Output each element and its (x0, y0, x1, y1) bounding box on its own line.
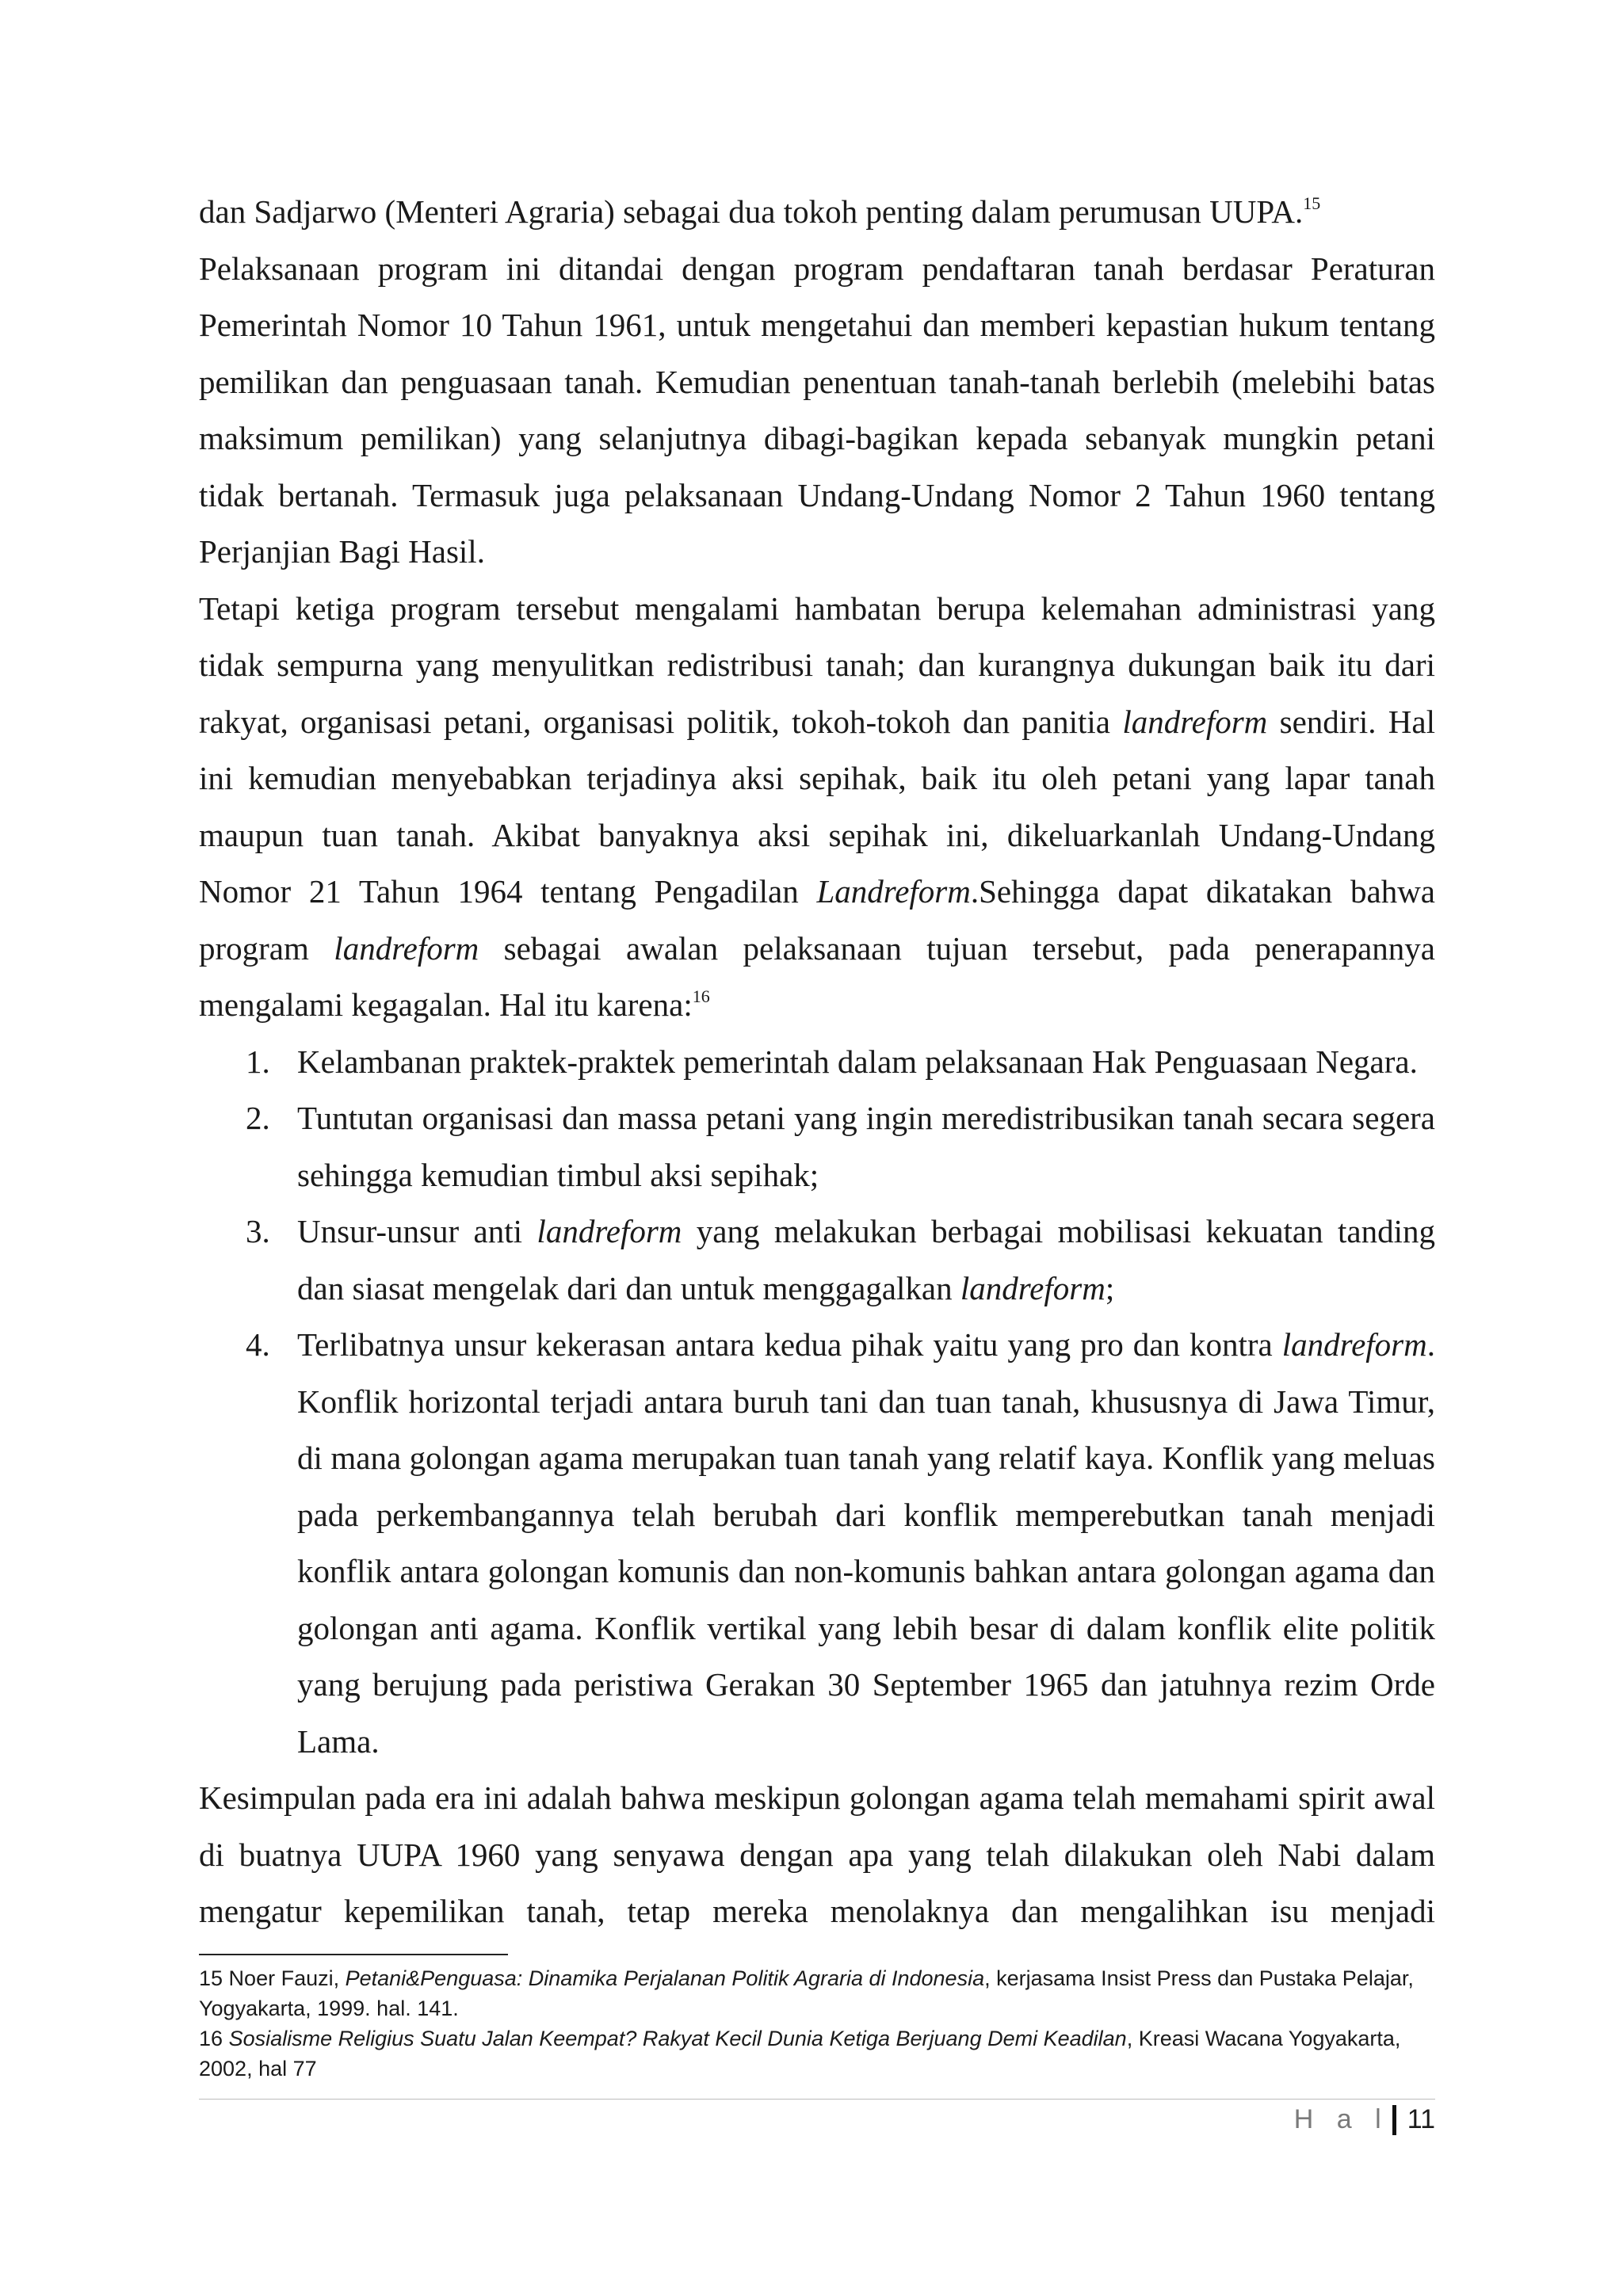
footer-divider (199, 2099, 1435, 2100)
footnote-16: 16 Sosialisme Religius Suatu Jalan Keempat? Rakyat Kecil Dunia Ketiga Berjuang Demi Keadilan, Kreasi Wacana Yogyakarta, 2002, hal 77 (199, 2027, 1401, 2081)
page-separator (1392, 2105, 1396, 2135)
footnote-divider (199, 1954, 508, 1955)
page-footer (1294, 2104, 1435, 2135)
paragraph-4: Kesimpulan pada era ini adalah bahwa meskipun golongan agama telah memahami spirit awal di buatnya UUPA 1960 yang senyawa dengan apa yang telah dilakukan oleh Nabi dalam mengatur kepemilikan tanah, tetap mereka menolaknya dan mengalihkan isu menjadi (199, 1779, 1435, 1929)
paragraph-3: Tetapi ketiga program tersebut mengalami hambatan berupa kelemahan administrasi yang tidak sempurna yang menyulitkan redistribusi tanah; dan kurangnya dukungan baik itu dari rakyat, organisasi petani, organisasi politik, tokoh-tokoh dan panitia landreform sendiri. Hal ini kemudian menyebabkan terjadinya aksi sepihak, baik itu oleh petani yang lapar tanah maupun tuan tanah. Akibat banyaknya aksi sepihak ini, dikeluarkanlah Undang-Undang Nomor 21 Tahun 1964 tentang Pengadilan Landreform.Sehingga dapat dikatakan bahwa program landreform sebagai awalan pelaksanaan tujuan tersebut, pada penerapannya mengalami kegagalan. Hal itu karena:$^{16}$ (199, 589, 1435, 1023)
footnotes (199, 1963, 1435, 2084)
page-label: H a l (1293, 2104, 1389, 2134)
footnote-ref-15[interactable]: 15 (1303, 193, 1321, 213)
footnote-15: 15 Noer Fauzi, Petani&Penguasa: Dinamika Perjalanan Politik Agraria di Indonesia, kerjasama Insist Press dan Pustaka Pelajar, Yogyakarta, 1999. hal. 141. (199, 1966, 1414, 2020)
page-number: 11 (1407, 2104, 1435, 2134)
footnote-ref-16[interactable]: 16 (692, 986, 710, 1006)
list-item: 4. Terlibatnya unsur kekerasan antara kedua pihak yaitu yang pro dan kontra landreform. Konflik horizontal terjadi antara buruh tani dan tuan tanah, khususnya di Jawa Timur, di mana golongan agama merupakan tuan tanah yang relatif kaya. Konflik yang meluas pada perkembangannya telah berubah dari konflik memperebutkan tanah menjadi konflik antara golongan komunis dan non-komunis bahkan antara golongan agama dan golongan anti agama. Konflik vertikal yang lebih besar di dalam konflik elite politik yang berujung pada peristiwa Gerakan 30 September 1965 dan jatuhnya rezim Orde Lama. (246, 1326, 1435, 1760)
paragraph-2: Pelaksanaan program ini ditandai dengan program pendaftaran tanah berdasar Peraturan Pemerintah Nomor 10 Tahun 1961, untuk mengetahui dan memberi kepastian hukum tentang pemilikan dan penguasaan tanah. Kemudian penentuan tanah-tanah berlebih (melebihi batas maksimum pemilikan) yang selanjutnya dibagi-bagikan kepada sebanyak mungkin petani tidak bertanah. Termasuk juga pelaksanaan Undang-Undang Nomor 2 Tahun 1960 tentang Perjanjian Bagi Hasil. (199, 250, 1435, 570)
body-text (199, 184, 1435, 1940)
list-item: 3. Unsur-unsur anti landreform yang melakukan berbagai mobilisasi kekuatan tanding dan siasat mengelak dari dan untuk menggagalkan landreform; (246, 1213, 1435, 1306)
paragraph-1: dan Sadjarwo (Menteri Agraria) sebagai dua tokoh penting dalam perumusan UUPA.$^{15}$ (199, 193, 1321, 230)
list-item: 2. Tuntutan organisasi dan massa petani yang ingin meredistribusikan tanah secara segera sehingga kemudian timbul aksi sepihak; (246, 1100, 1435, 1193)
reasons-list (199, 1034, 1435, 1771)
list-item: 1. Kelambanan praktek-praktek pemerintah dalam pelaksanaan Hak Penguasaan Negara. (246, 1043, 1418, 1080)
